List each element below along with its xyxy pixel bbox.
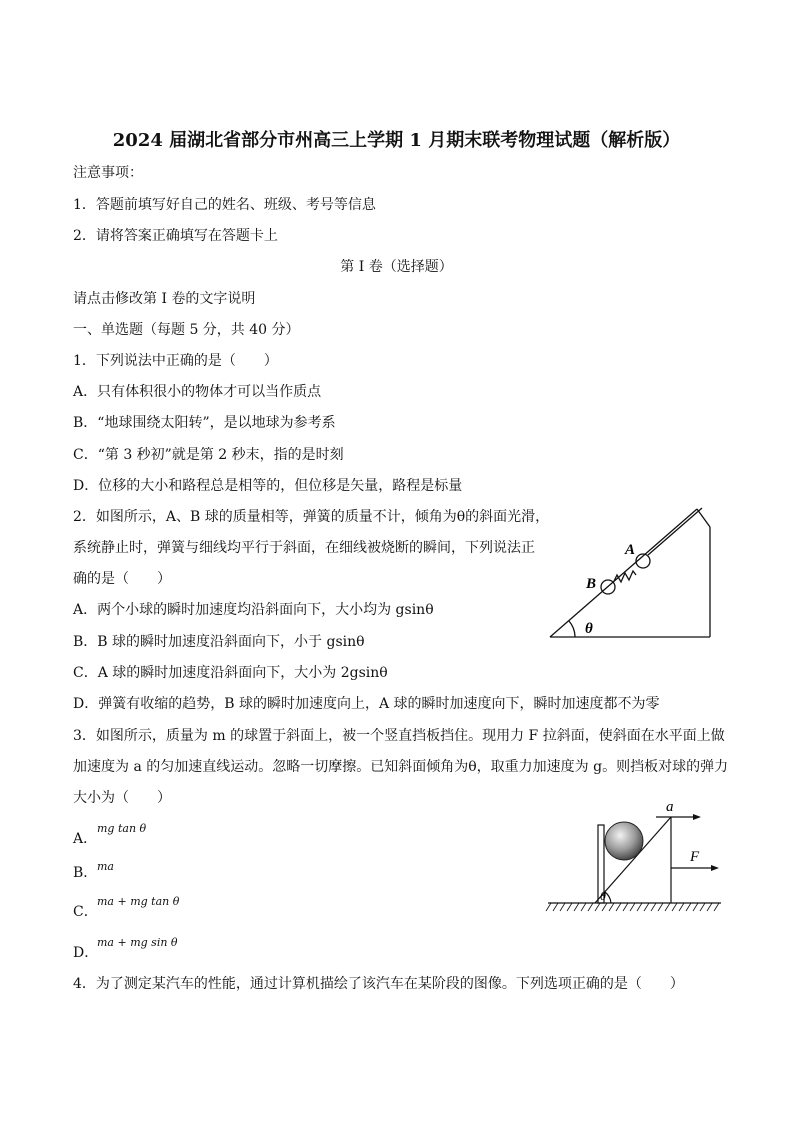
q2-slope-line <box>550 509 697 637</box>
q3-incline-figure <box>543 795 728 920</box>
q2-stem-line-2: 系统静止时，弹簧与细线均平行于斜面，在细线被烧断的瞬间，下列说法正 <box>73 540 535 556</box>
q2-option-d: D．弹簧有收缩的趋势，B 球的瞬时加速度向上，A 球的瞬时加速度向下，瞬时加速度都不为零 <box>73 696 660 712</box>
q3-accel-arrowhead <box>693 814 701 820</box>
q2-incline-figure <box>545 505 720 645</box>
q2-option-b: B．B 球的瞬时加速度沿斜面向下，小于 gsinθ <box>73 634 365 650</box>
q1-option-a: A．只有体积很小的物体才可以当作质点 <box>73 384 322 400</box>
q3-option-d-letter: D． <box>73 945 99 961</box>
q2-string-line <box>648 508 702 555</box>
q3-option-c-expr: ma + mg tan θ <box>97 895 180 908</box>
q3-stem-line-2: 加速度为 a 的匀加速直线运动。忽略一切摩擦。已知斜面倾角为θ，取重力加速度为 g。则挡板对球的弹力 <box>73 759 729 775</box>
notice-item-1: 1．答题前填写好自己的姓名、班级、考号等信息 <box>73 197 376 213</box>
q2-label-a: A <box>625 542 636 558</box>
q2-angle-arc <box>569 621 575 637</box>
notice-heading: 注意事项： <box>73 165 143 181</box>
q3-label-a: a <box>666 799 674 815</box>
q3-option-a-expr: mg tan θ <box>97 822 147 835</box>
section-note: 请点击修改第 I 卷的文字说明 <box>73 291 256 307</box>
q1-option-b: B．“地球围绕太阳转”，是以地球为参考系 <box>73 415 336 431</box>
q1-option-c: C．“第 3 秒初”就是第 2 秒末，指的是时刻 <box>73 447 344 463</box>
q2-label-b: B <box>586 576 597 592</box>
q3-option-b-expr: ma <box>97 860 114 873</box>
q3-option-b-letter: B． <box>73 865 98 881</box>
q3-ground-hatch <box>546 903 719 911</box>
q3-option-a-letter: A． <box>73 831 98 847</box>
q3-force-arrowhead <box>711 865 719 871</box>
q3-option-d-expr: ma + mg sin θ <box>97 936 178 949</box>
q2-spring <box>614 571 636 582</box>
q2-top-edge <box>697 509 710 527</box>
q3-ball <box>605 822 643 860</box>
section-title: 第 I 卷（选择题） <box>340 259 453 275</box>
q1-option-d: D．位移的大小和路程总是相等的，但位移是矢量，路程是标量 <box>73 478 463 494</box>
q3-stem-line-3: 大小为（ ） <box>73 790 171 806</box>
q3-stem-line-1: 3．如图所示，质量为 m 的球置于斜面上，被一个竖直挡板挡住。现用力 F 拉斜面，使斜面在水平面上做 <box>73 728 725 744</box>
part-title: 一、单选题（每题 5 分，共 40 分） <box>73 322 300 338</box>
q3-label-f: F <box>690 849 700 865</box>
q2-stem-line-3: 确的是（ ） <box>73 571 171 587</box>
q2-label-theta: θ <box>585 621 593 637</box>
page-title: 2024 届湖北省部分市州高三上学期 1 月期末联考物理试题（解析版） <box>112 130 681 151</box>
q3-label-theta: θ <box>600 889 606 903</box>
q2-stem-line-1: 2．如图所示，A、B 球的质量相等，弹簧的质量不计，倾角为θ的斜面光滑， <box>73 509 550 525</box>
q2-option-c: C．A 球的瞬时加速度沿斜面向下，大小为 2gsinθ <box>73 665 388 681</box>
q2-option-a: A．两个小球的瞬时加速度均沿斜面向下，大小均为 gsinθ <box>73 602 434 618</box>
q1-stem: 1．下列说法中正确的是（ ） <box>73 353 278 369</box>
notice-item-2: 2．请将答案正确填写在答题卡上 <box>73 228 278 244</box>
q4-stem: 4．为了测定某汽车的性能，通过计算机描绘了该汽车在某阶段的图像。下列选项正确的是（ ） <box>73 976 684 992</box>
q3-option-c-letter: C． <box>73 904 98 920</box>
